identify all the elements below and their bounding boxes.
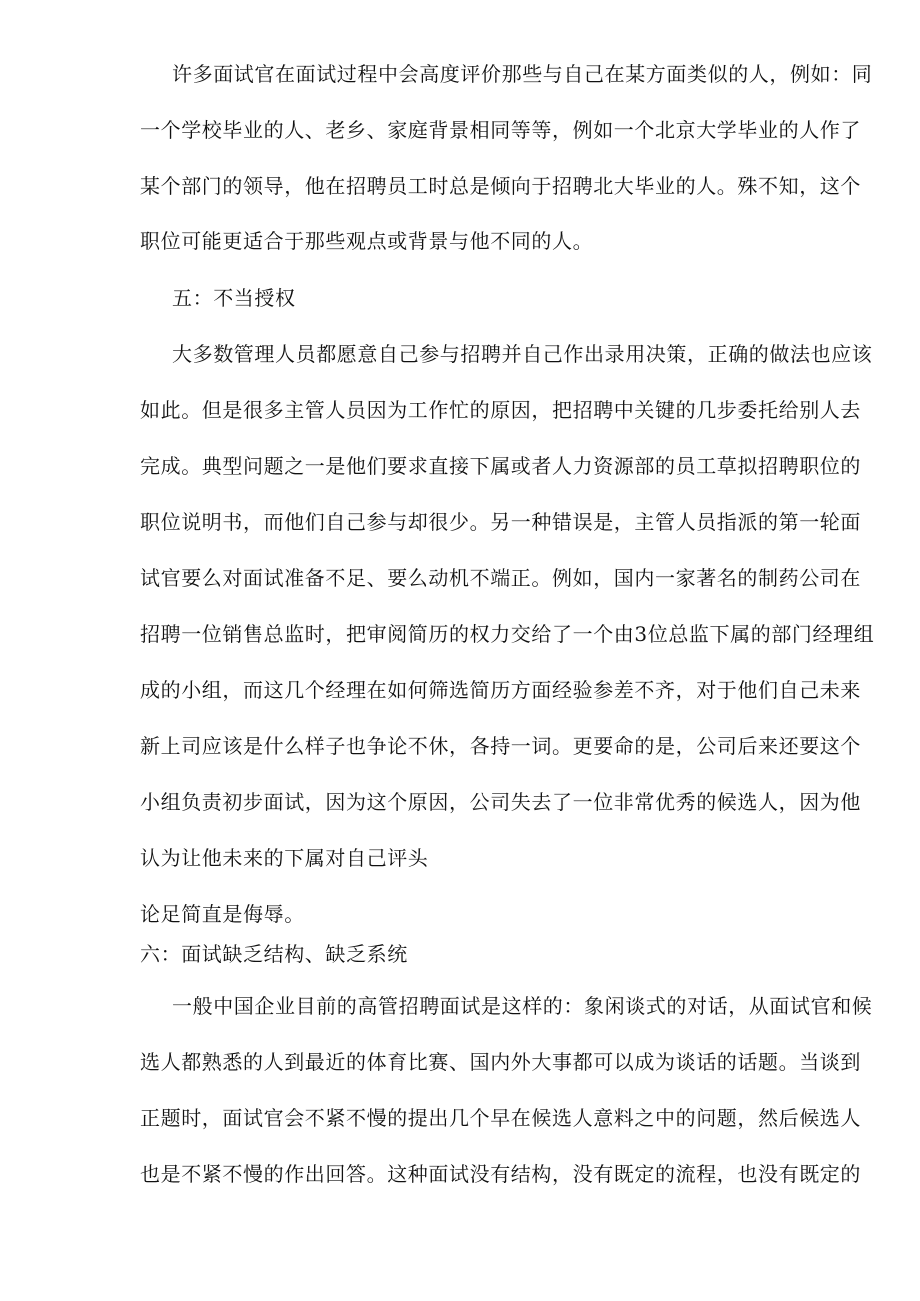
paragraph-2-line-4: 职位说明书，而他们自己参与却很少。另一种错误是，主管人员指派的第一轮面	[140, 510, 861, 534]
paragraph-2-line-7: 成的小组，而这几个经理在如何筛选简历方面经验参差不齐，对于他们自己未来	[140, 678, 861, 702]
paragraph-4-line-3: 正题时，面试官会不紧不慢的提出几个早在候选人意料之中的问题，然后候选人	[140, 1106, 861, 1130]
paragraph-1-line-3: 某个部门的领导，他在招聘员工时总是倾向于招聘北大毕业的人。殊不知，这个	[140, 174, 861, 198]
paragraph-2-line-6: 招聘一位销售总监时，把审阅简历的权力交给了一个由3位总监下属的部门经理组	[140, 622, 875, 646]
paragraph-2-line-5: 试官要么对面试准备不足、要么动机不端正。例如，国内一家著名的制药公司在	[140, 566, 861, 590]
paragraph-1-line-2: 一个学校毕业的人、老乡、家庭背景相同等等，例如一个北京大学毕业的人作了	[140, 118, 861, 142]
paragraph-1-line-4: 职位可能更适合于那些观点或背景与他不同的人。	[140, 229, 594, 253]
paragraph-2-line-1: 大多数管理人员都愿意自己参与招聘并自己作出录用决策，正确的做法也应该	[172, 342, 873, 366]
paragraph-2-line-3: 完成。典型问题之一是他们要求直接下属或者人力资源部的员工草拟招聘职位的	[140, 454, 861, 478]
paragraph-3-line-1: 论足简直是侮辱。	[140, 902, 305, 926]
section-heading-5: 五：不当授权	[172, 286, 296, 310]
section-heading-6: 六：面试缺乏结构、缺乏系统	[140, 942, 408, 966]
paragraph-4-line-2: 选人都熟悉的人到最近的体育比赛、国内外大事都可以成为谈话的话题。当谈到	[140, 1050, 861, 1074]
paragraph-2-line-9: 小组负责初步面试，因为这个原因，公司失去了一位非常优秀的候选人，因为他	[140, 790, 861, 814]
paragraph-4-line-1: 一般中国企业目前的高管招聘面试是这样的：象闲谈式的对话，从面试官和候	[172, 994, 873, 1018]
paragraph-2-line-10: 认为让他未来的下属对自己评头	[140, 846, 429, 870]
paragraph-4-line-4: 也是不紧不慢的作出回答。这种面试没有结构，没有既定的流程，也没有既定的	[140, 1162, 861, 1186]
paragraph-1-line-1: 许多面试官在面试过程中会高度评价那些与自己在某方面类似的人，例如：同	[172, 62, 873, 86]
paragraph-2-line-2: 如此。但是很多主管人员因为工作忙的原因，把招聘中关键的几步委托给别人去	[140, 398, 861, 422]
paragraph-2-line-8: 新上司应该是什么样子也争论不休，各持一词。更要命的是，公司后来还要这个	[140, 734, 861, 758]
